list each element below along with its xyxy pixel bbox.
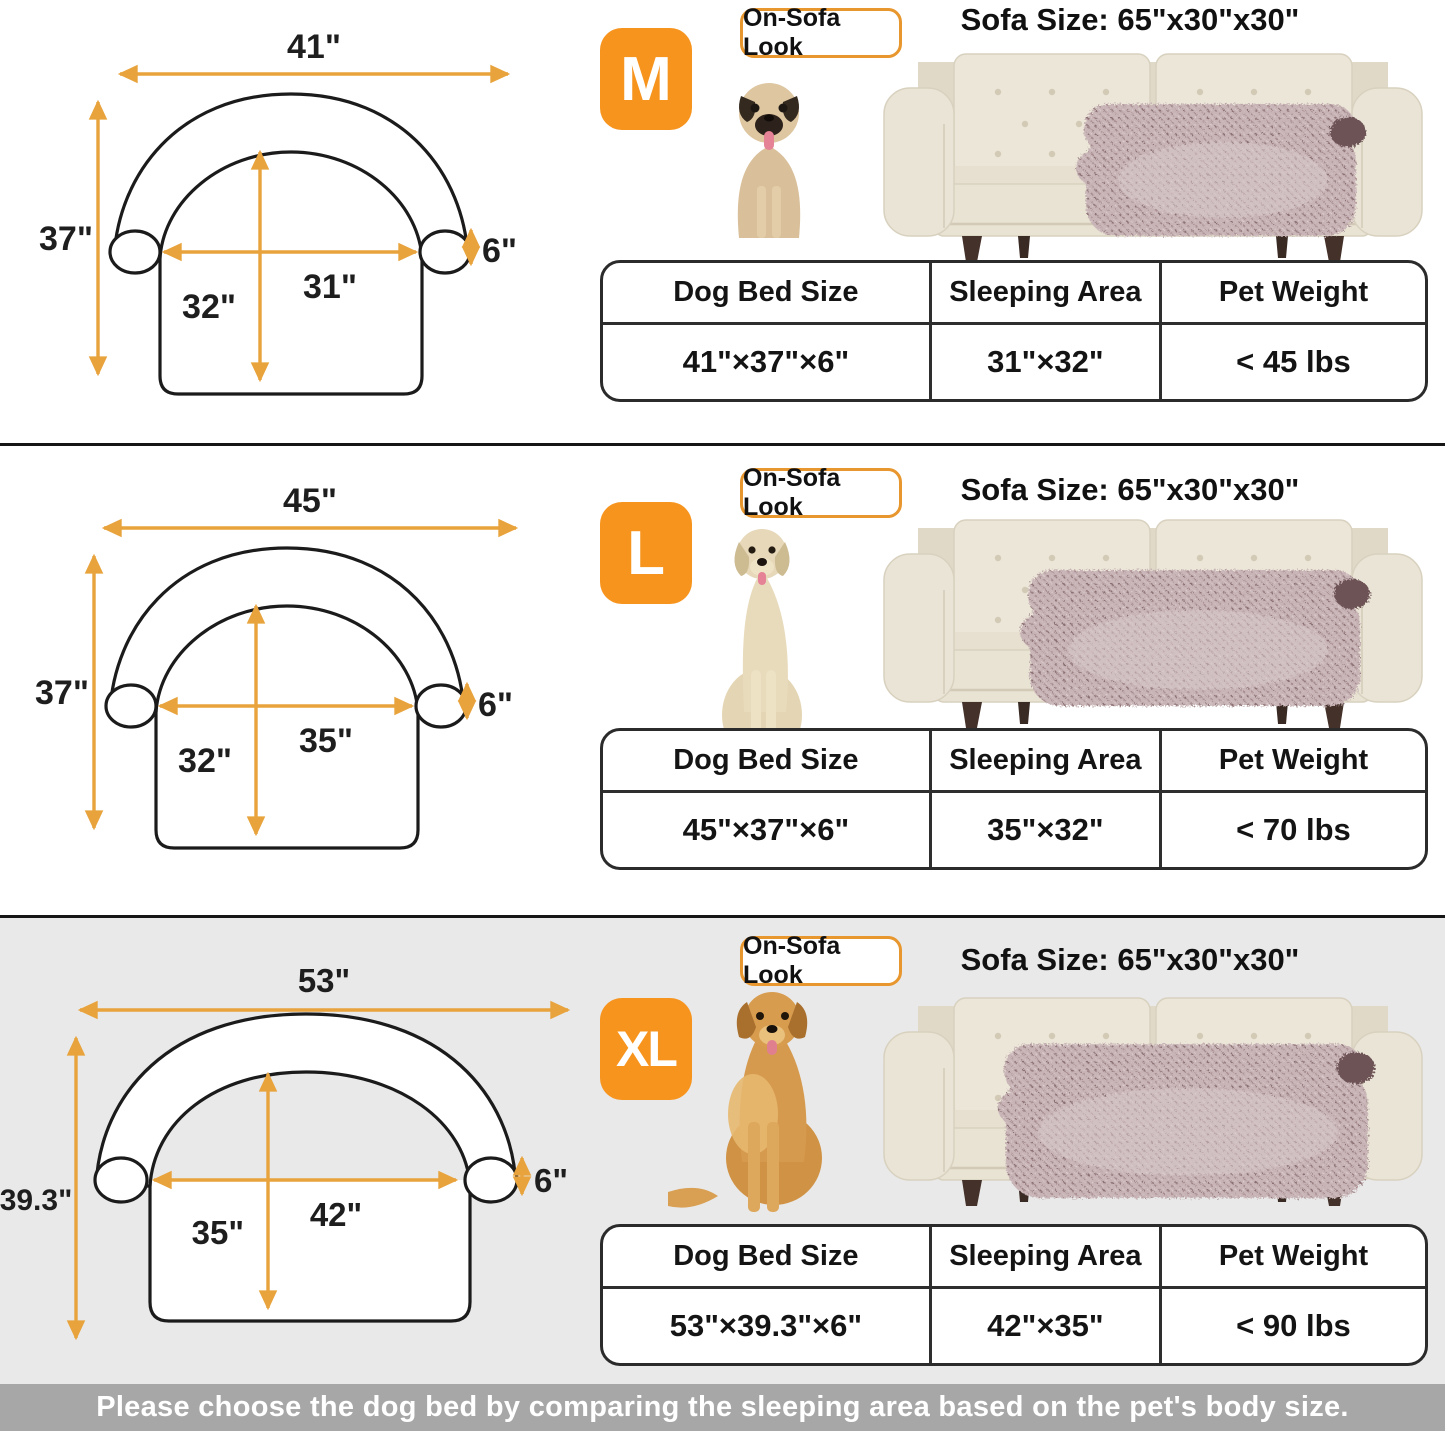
sleep-width-label: 35" [299,722,353,760]
sleeping-area-value: 42"×35" [932,1289,1162,1363]
table-header-bed-size: Dog Bed Size [603,1227,932,1289]
height-label: 39.3" [0,1184,73,1217]
sofa-with-bed-l [878,494,1428,729]
table-header-sleeping-area: Sleeping Area [932,263,1162,325]
table-header-bed-size: Dog Bed Size [603,263,932,325]
table-header-sleeping-area: Sleeping Area [932,731,1162,793]
pet-weight-value: < 90 lbs [1236,1308,1351,1343]
dog-bed-on-sofa [998,1044,1375,1198]
width-label: 45" [283,482,337,520]
bed-outline [95,1014,517,1321]
sofa-with-bed-xl [878,972,1428,1207]
bed-outline [106,548,466,848]
bed-size-value: 45"×37"×6" [603,793,932,867]
table-header-sleeping-area: Sleeping Area [932,1227,1162,1289]
table-header-pet-weight: Pet Weight [1162,731,1425,793]
bolster-label: 6" [478,686,514,724]
pet-weight-value: < 70 lbs [1236,812,1351,847]
sleep-height-label: 32" [178,742,232,780]
bed-dimension-diagram-xl [0,904,610,1374]
sofa-size-text: Sofa Size: 65"x30"x30" [960,942,1300,977]
sofa-size-text: Sofa Size: 65"x30"x30" [960,2,1300,37]
size-badge-l: L [600,502,692,604]
footer-note: Please choose the dog bed by comparing the sleeping area based on the pet's body size. [0,1384,1445,1431]
on-sofa-look-text: On-Sofa Look [743,464,841,521]
table-header-pet-weight: Pet Weight [1162,263,1425,325]
on-sofa-look-text: On-Sofa Look [743,4,841,61]
size-section-m [0,0,1445,446]
sleep-height-label: 35" [191,1214,244,1251]
width-label: 53" [297,962,351,999]
size-badge-xl: XL [600,998,692,1100]
bed-size-value: 53"×39.3"×6" [603,1289,932,1363]
sofa-size-text: Sofa Size: 65"x30"x30" [960,472,1300,507]
size-section-l [0,446,1445,918]
pug-image [718,68,820,244]
bed-size-value: 41"×37"×6" [603,325,932,399]
size-table-l [600,728,1428,870]
sleeping-area-value: 31"×32" [932,325,1162,399]
size-table-m [600,260,1428,402]
bed-outline [110,94,470,394]
sleeping-area-value: 35"×32" [932,793,1162,867]
on-sofa-look-text: On-Sofa Look [743,932,841,989]
sleep-width-label: 42" [309,1196,363,1233]
sleep-height-label: 32" [182,288,236,326]
pet-weight-value: < 45 lbs [1236,344,1351,379]
size-section-xl [0,918,1445,1384]
dog-bed-on-sofa [1020,570,1370,706]
bed-dimension-diagram-m [8,0,598,445]
table-header-bed-size: Dog Bed Size [603,731,932,793]
height-label: 37" [39,220,93,258]
dog-bed-on-sofa [1076,104,1366,236]
bolster-label: 6" [534,1162,568,1199]
sleep-width-label: 31" [303,268,357,306]
table-header-pet-weight: Pet Weight [1162,1227,1425,1289]
size-table-xl [600,1224,1428,1366]
bolster-label: 6" [482,232,518,270]
size-badge-m: M [600,28,692,130]
sofa-with-bed-m [878,28,1428,263]
width-label: 41" [287,28,341,66]
height-label: 37" [35,674,89,712]
golden-retriever-image [652,982,856,1216]
bed-dimension-diagram-l [4,454,594,899]
